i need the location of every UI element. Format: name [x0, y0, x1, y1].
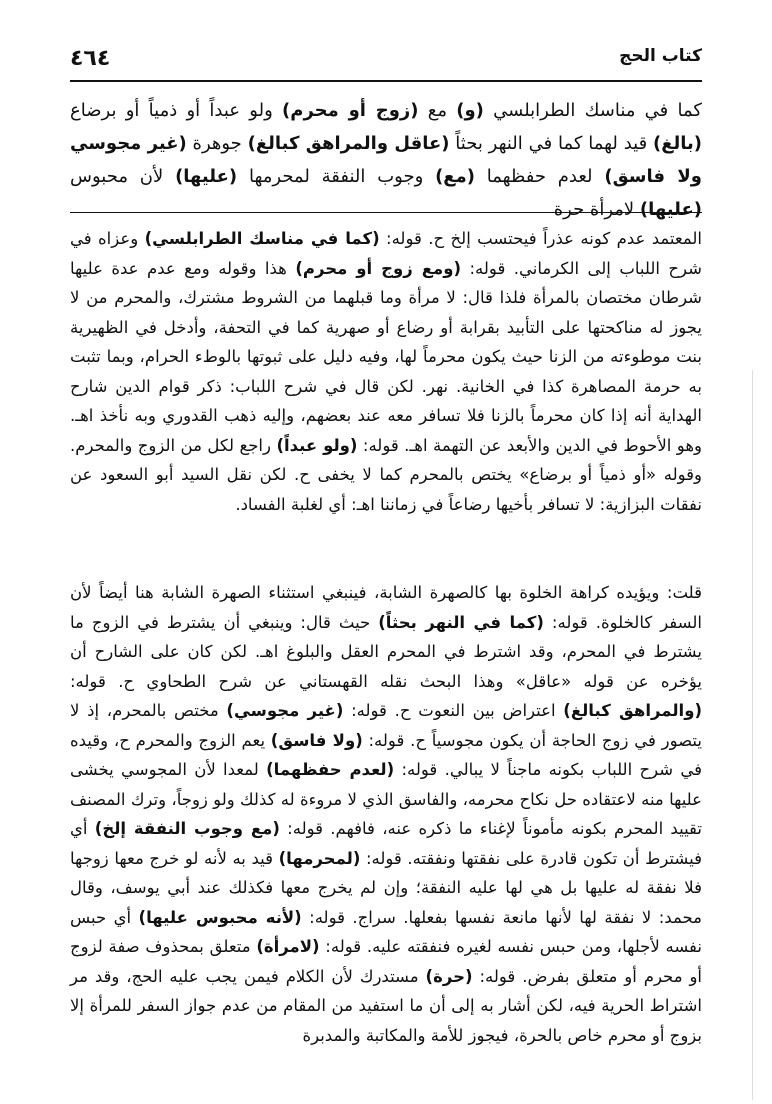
text-run: لمعدا لأن المجوسي يخشى عليها منه لاعتقاده حل نكاح محرمه، والفاسق الذي لا مروءة له كذلك ولو زوجاً، وترك المصنف تقييد المحرم بكونه مأموناً لإغناء ما ذكره عنه، فافهم. قوله: [70, 760, 702, 838]
quoted-lemma: (كما في مناسك الطرابلسي) [144, 229, 380, 248]
text-run: مع [418, 100, 457, 121]
text-run: لأن محبوس [70, 166, 176, 187]
quoted-lemma: (بالغ) [652, 133, 702, 154]
chapter-title: كتاب الحج [619, 46, 702, 66]
quoted-lemma: (زوج أو محرم) [282, 100, 419, 121]
text-run: اعتراض بين النعوت ح. قوله: [343, 701, 564, 720]
text-run: قيد لهما كما في النهر بحثاً [449, 133, 653, 154]
quoted-lemma: (حرة) [425, 966, 473, 986]
page-edge-line [752, 370, 753, 1100]
text-run: راجع لكل من الزوج والمحرم. وقوله «أو ذمياً أو برضاع» يختص بالمحرم كما لا يخفى ح. لكن نقل السيد أبو السعود عن نفقات البزازية: لا تسافر بأخيها رضاعاً في زماننا اهـ: أي لغلبة الفساد. [70, 435, 702, 514]
page-number: ٤٦٤ [70, 46, 111, 71]
quoted-lemma: (عليها) [175, 166, 238, 187]
text-run: المعتمد عدم كونه عذراً فيحتسب إلخ ح. قوله: [379, 229, 702, 248]
quoted-lemma: (كما في النهر بحثاً) [378, 612, 544, 632]
quoted-lemma: (ولا فاسق) [270, 730, 363, 750]
main-text [70, 94, 703, 220]
quoted-lemma: (غير مجوسي) [226, 701, 344, 720]
text-run: أي فيشترط أن تكون قادرة على نفقتها ونفقته. قوله: [70, 819, 703, 868]
text-run: وعزاه في شرح اللباب إلى الكرماني. قوله: [70, 229, 702, 278]
quoted-lemma: (ولو عبداً) [276, 435, 358, 455]
quoted-lemma: (مع وجوب النفقة إلخ) [94, 819, 280, 838]
quoted-lemma: (والمراهق كبالغ) [563, 701, 702, 720]
commentary-paragraph [70, 578, 702, 1050]
commentary-part-2 [70, 578, 702, 1088]
text-run: حيث قال: وينبغي أن يشترط في الزوج ما يشترط في المحرم، وقد اشترط في المحرم العقل والبلوغ اهـ. لكن كان على الشارح أن يؤخره عن قوله «عاقل» وهذا البحث نقله القهستاني عن شرح الطحاوي ح. قوله: [70, 612, 702, 691]
quoted-lemma: (غير مجوسي ولا فاسق) [70, 133, 702, 187]
commentary-paragraph [70, 224, 702, 519]
quoted-lemma: (و) [456, 100, 484, 121]
text-run: هذا وقوله ومع عدم عدة عليها شرطان مختصان بالمرأة فلذا قال: لا مرأة وما قبلهما من الشروط مشترك، والمحرم من لا يجوز له مناكحتها على التأبيد بقرابة أو رضاع أو صهرية كما في التحفة، وأدخل في الظهيرية بنت موطوءته من الزنا حيث يكون محرماً لها، وفيه دليل على ثبوتها بالوطء الحرام، وبما تثبت به حرمة المصاهرة كذا في الخانية. نهر. لكن قال في شرح اللباب: ذكر قوام الدين شارح الهداية أنه إذا كان محرماً بالزنا فلا تسافر معه عند بعضهم، وإليه ذهب القدوري وبه نأخذ اهـ. وهو الأحوط في الدين والأبعد عن التهمة اهـ. قوله: [70, 258, 702, 455]
quoted-lemma: (عاقل والمراهق كبالغ) [247, 133, 450, 154]
commentary-part-1 [70, 224, 702, 568]
text-run: أي حبس نفسه لأجلها، ومن حبس نفسه لغيره فنفقته عليه. قوله: [70, 907, 702, 956]
quoted-lemma: (لأنه محبوس عليها) [138, 907, 302, 927]
quoted-lemma: (ومع زوج أو محرم) [295, 258, 462, 278]
quoted-lemma: (عليها) [639, 199, 702, 220]
text-run: لعدم حفظهما [474, 166, 605, 187]
header-rule [70, 80, 702, 82]
footnote-divider [70, 212, 702, 213]
text-run: لامرأة حرة [553, 199, 640, 220]
quoted-lemma: (لعدم حفظهما) [266, 760, 395, 779]
text-run: مستدرك لأن الكلام فيمن يجب عليه الحج، وقد مر اشتراط الحرية فيه، لكن أشار به إلى أن ما استفيد من المقام من عدم جواز السفر للمرأة إلا بزوج أو محرم خاص بالحرة، فيجوز للأمة والمكاتبة والمدبرة [70, 966, 702, 1045]
quoted-lemma: (لامرأة) [256, 937, 320, 956]
text-run: ولو عبداً أو ذمياً أو برضاع [70, 100, 283, 121]
quoted-lemma: (مع) [435, 166, 475, 187]
page-header [70, 42, 702, 82]
text-run: يعم الزوج والمحرم ح، وقيده في شرح اللباب بكونه ماجناً لا يبالي. قوله: [70, 730, 702, 779]
text-run: جوهرة [186, 133, 248, 154]
text-run: متعلق بمحذوف صفة لزوج أو محرم أو متعلق بفرض. قوله: [70, 937, 703, 986]
text-run: وجوب النفقة لمحرمها [237, 166, 436, 187]
text-run: كما في مناسك الطرابلسي [483, 100, 703, 121]
quoted-lemma: (لمحرمها) [278, 848, 361, 868]
text-run: مختص بالمحرم، إذ لا يتصور في زوج الحاجة أن يكون مجوسياً ح. قوله: [70, 701, 702, 750]
text-run: قيد به لأنه لو خرج معها زوجها فلا نفقة له عليها بل هي لها عليه النفقة؛ وإن لم يخرج معها فكذلك عند أبي يوسف، وقال محمد: لا نفقة لها لأنها مانعة نفسها بفعلها. سراج. قوله: [70, 848, 702, 927]
text-run: قلت: ويؤيده كراهة الخلوة بها كالصهرة الشابة، فينبغي استثناء الصهرة الشابة هنا أيضاً لأن السفر كالخلوة. قوله: [70, 583, 702, 632]
